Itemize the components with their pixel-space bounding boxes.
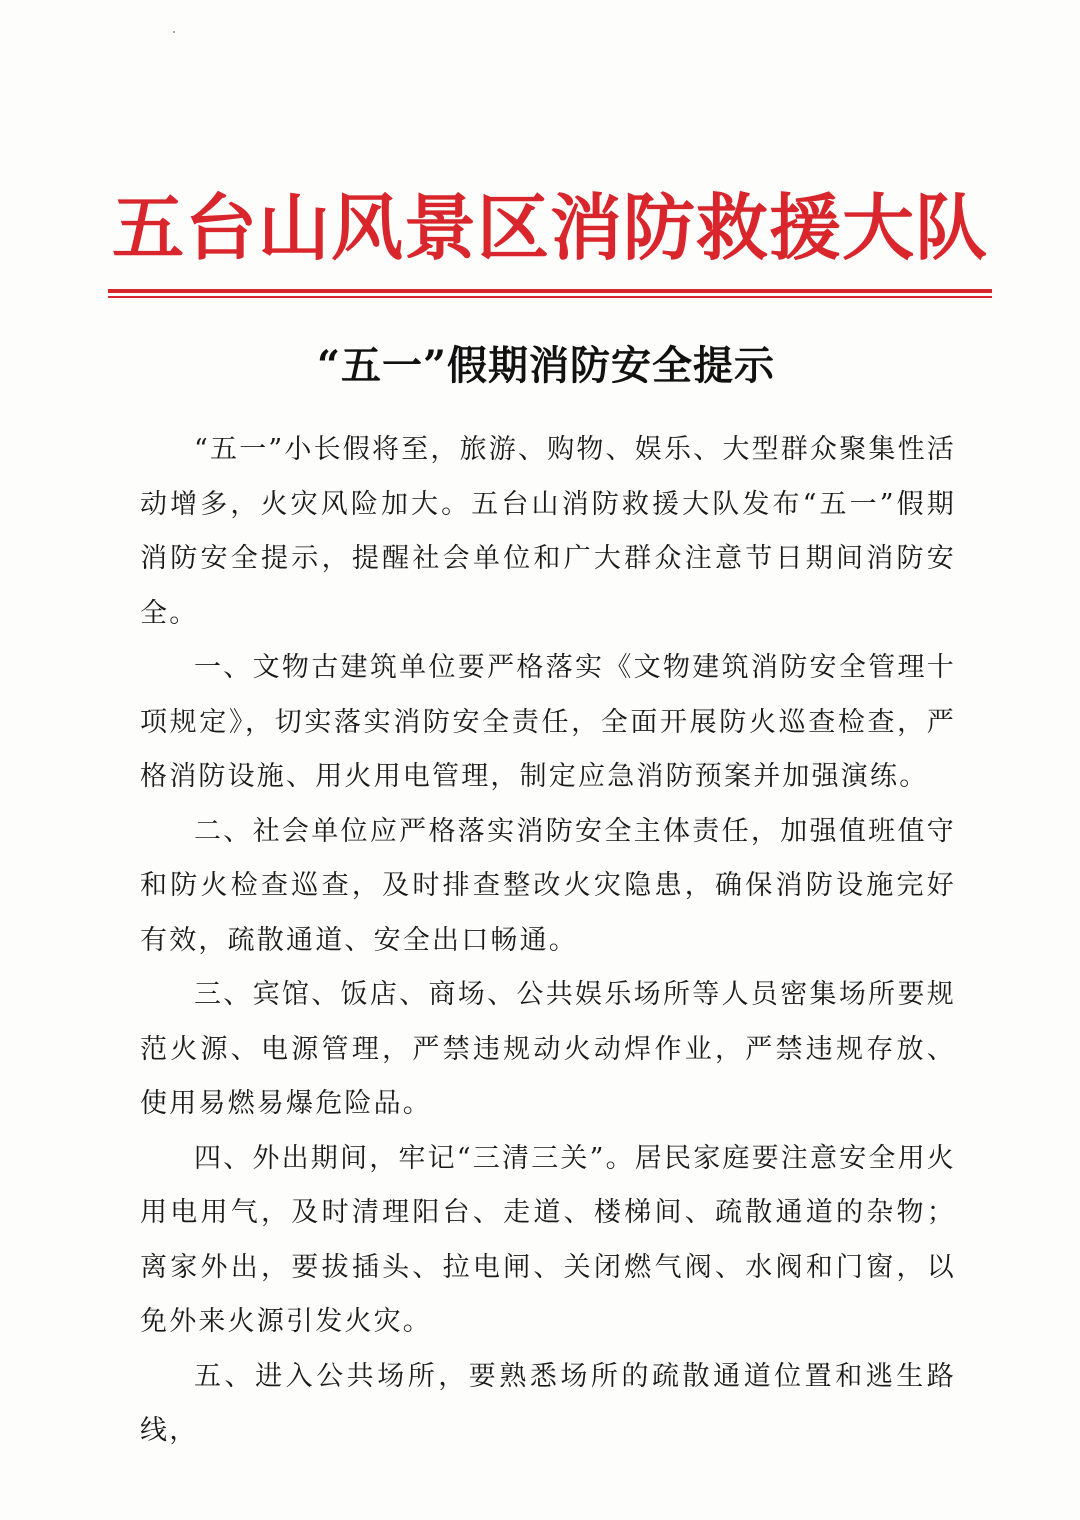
- document-title: “五一”假期消防安全提示: [316, 342, 775, 389]
- document-body: [140, 423, 956, 1459]
- paragraph-item-1: 一、文物古建筑单位要严格落实《文物建筑消防安全管理十项规定》，切实落实消防安全责任，全面开展防火巡查检查，严格消防设施、用火用电管理，制定应急消防预案并加强演练。: [140, 652, 956, 792]
- letterhead-red-line-thin: [108, 296, 992, 298]
- letterhead-org-name: 五台山风景区消防救援大队: [111, 185, 988, 270]
- paragraph-item-4: 四、外出期间，牢记“三清三关”。居民家庭要注意安全用火用电用气，及时清理阳台、走道、楼梯间、疏散通道的杂物；离家外出，要拔插头、拉电闸、关闭燃气阀、水阀和门窗，以免外来火源引发火灾。: [140, 1142, 957, 1337]
- paragraph-intro: “五一”小长假将至，旅游、购物、娱乐、大型群众聚集性活动增多，火灾风险加大。五台山消防救援大队发布“五一”假期消防安全提示，提醒社会单位和广大群众注意节日期间消防安全。: [140, 434, 957, 629]
- paragraph-item-3: 三、宾馆、饭店、商场、公共娱乐场所等人员密集场所要规范火源、电源管理，严禁违规动火动焊作业，严禁违规存放、使用易燃易爆危险品。: [140, 979, 956, 1119]
- paragraph-item-5: 五、进入公共场所，要熟悉场所的疏散通道位置和逃生路线，: [140, 1360, 956, 1446]
- letterhead-red-line-thick: [108, 289, 992, 293]
- paragraph-item-2: 二、社会单位应严格落实消防安全主体责任，加强值班值守和防火检查巡查，及时排查整改火灾隐患，确保消防设施完好有效，疏散通道、安全出口畅通。: [140, 815, 956, 956]
- scan-speck: [173, 31, 175, 33]
